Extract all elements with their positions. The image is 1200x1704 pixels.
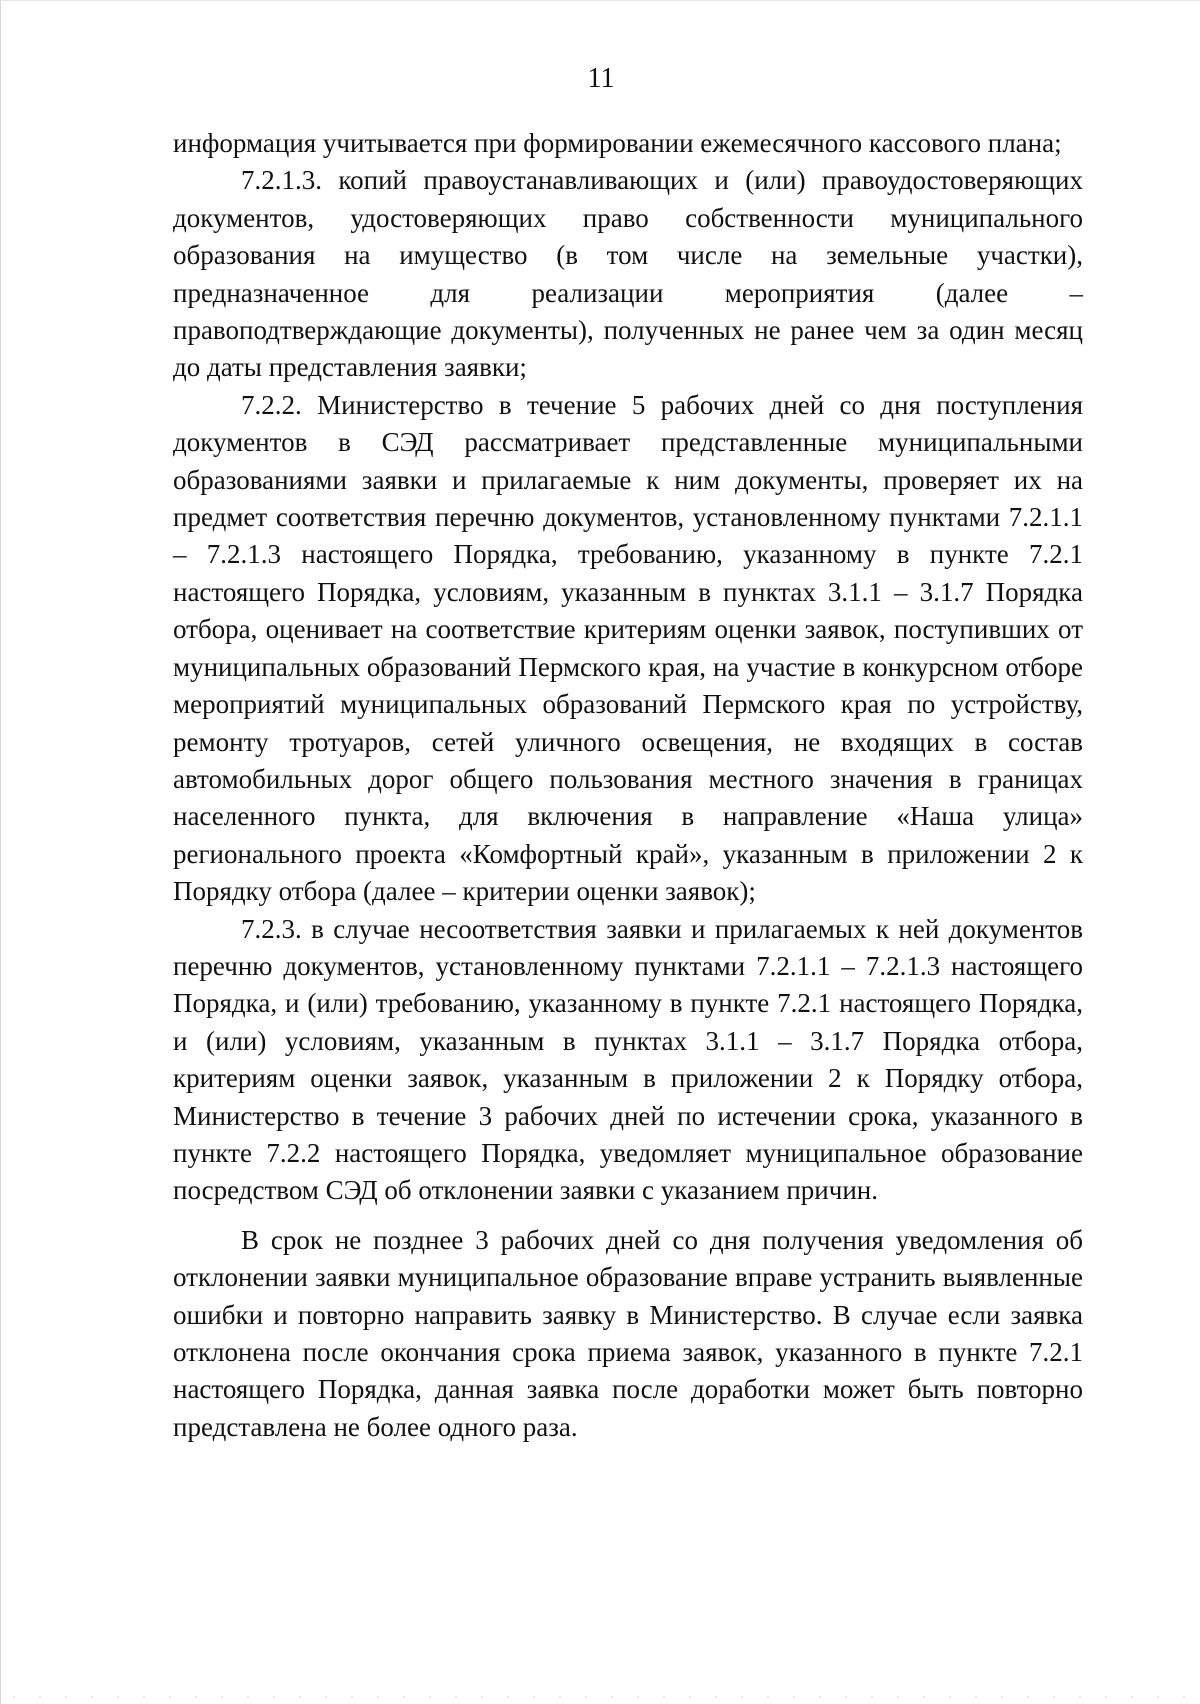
paragraph-7-2-1-3: 7.2.1.3. копий правоустанавливающих и (или) правоудостоверяющих документов, удостоверяющих право собственности муниципального образования на имущество (в том числе на земельные участки), предназначенное для реализации мероприятия (далее – правоподтверждающие документы), полученных не ранее чем за один месяц до даты представления заявки;	[173, 165, 1083, 383]
paragraph-7-2-3: 7.2.3. в случае несоответствия заявки и прилагаемых к ней документов перечню документов, установленному пунктами 7.2.1.1 – 7.2.1.3 настоящего Порядка, и (или) требованию, указанному в пункте 7.2.1 настоящего Порядка, и (или) условиям, указанным в пунктах 3.1.1 – 3.1.7 Порядка отбора, критериям оценки заявок, указанным в приложении 2 к Порядку отбора, Министерство в течение 3 рабочих дней по истечении срока, указанного в пункте 7.2.2 настоящего Порядка, уведомляет муниципальное образование посредством СЭД об отклонении заявки с указанием причин.	[173, 913, 1083, 1206]
paragraph-continuation: информация учитывается при формировании ежемесячного кассового плана;	[173, 128, 1062, 158]
document-body	[173, 125, 1083, 1446]
scan-artifact-line	[1, 1696, 1200, 1698]
paragraph-7-2-2: 7.2.2. Министерство в течение 5 рабочих дней со дня поступления документов в СЭД рассматривает представленные муниципальными образованиями заявки и прилагаемые к ним документы, проверяет их на предмет соответствия перечню документов, установленному пунктами 7.2.1.1 – 7.2.1.3 настоящего Порядка, требованию, указанному в пункте 7.2.1 настоящего Порядка, условиям, указанным в пунктах 3.1.1 – 3.1.7 Порядка отбора, оценивает на соответствие критериям оценки заявок, поступивших от муниципальных образований Пермского края, на участие в конкурсном отборе мероприятий муниципальных образований Пермского края по устройству, ремонту тротуаров, сетей уличного освещения, не входящих в состав автомобильных дорог общего пользования местного значения в границах населенного пункта, для включения в направление «Наша улица» регионального проекта «Комфортный край», указанным в приложении 2 к Порядку отбора (далее – критерии оценки заявок);	[173, 389, 1083, 907]
page-number: 11	[587, 63, 615, 94]
paragraph-rejection-correction: В срок не позднее 3 рабочих дней со дня получения уведомления об отклонении заявки муниципальное образование вправе устранить выявленные ошибки и повторно направить заявку в Министерство. В случае если заявка отклонена после окончания срока приема заявок, указанного в пункте 7.2.1 настоящего Порядка, данная заявка после доработки может быть повторно представлена не более одного раза.	[173, 1224, 1083, 1442]
